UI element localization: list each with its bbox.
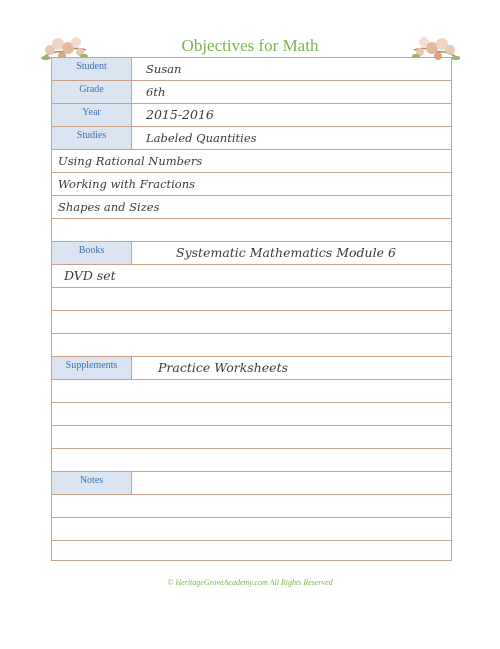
study-line xyxy=(52,150,451,173)
books-label: Books xyxy=(52,242,132,264)
studies-label: Studies xyxy=(52,127,132,149)
notes-row xyxy=(52,472,451,495)
year-row xyxy=(52,104,451,127)
grade-label: Grade xyxy=(52,81,132,103)
books-row xyxy=(52,242,451,265)
blank-line xyxy=(52,311,451,334)
student-row xyxy=(52,58,451,81)
blank-line xyxy=(52,518,451,541)
books-extra-line xyxy=(52,265,451,288)
supplements-label: Supplements xyxy=(52,357,132,379)
blank-line xyxy=(52,541,451,564)
blank-line xyxy=(52,288,451,311)
page-title: Objectives for Math xyxy=(181,36,319,55)
blank-line xyxy=(52,380,451,403)
study-line-text: Working with Fractions xyxy=(58,177,196,191)
books-value: Systematic Mathematics Module 6 xyxy=(176,245,396,260)
supplements-row xyxy=(52,357,451,380)
blank-line xyxy=(52,495,451,518)
objectives-form xyxy=(51,57,452,561)
student-label: Student xyxy=(52,58,132,80)
supplements-value: Practice Worksheets xyxy=(158,360,289,375)
year-value: 2015-2016 xyxy=(146,107,214,122)
studies-row xyxy=(52,127,451,150)
student-value: Susan xyxy=(146,62,182,76)
study-line xyxy=(52,173,451,196)
study-line xyxy=(52,196,451,219)
notes-label: Notes xyxy=(52,472,132,494)
grade-row xyxy=(52,81,451,104)
study-line-text: Using Rational Numbers xyxy=(58,154,203,168)
blank-line xyxy=(52,426,451,449)
study-line-text: Shapes and Sizes xyxy=(58,200,160,214)
year-label: Year xyxy=(52,104,132,126)
blank-line xyxy=(52,403,451,426)
blank-line xyxy=(52,449,451,472)
blank-line xyxy=(52,334,451,357)
studies-value: Labeled Quantities xyxy=(146,131,257,145)
blank-line xyxy=(52,219,451,242)
footer-copyright: © HeritageGroveAcademy.com All Rights Reserved xyxy=(167,578,333,587)
books-extra: DVD set xyxy=(64,268,116,283)
grade-value: 6th xyxy=(146,85,166,99)
